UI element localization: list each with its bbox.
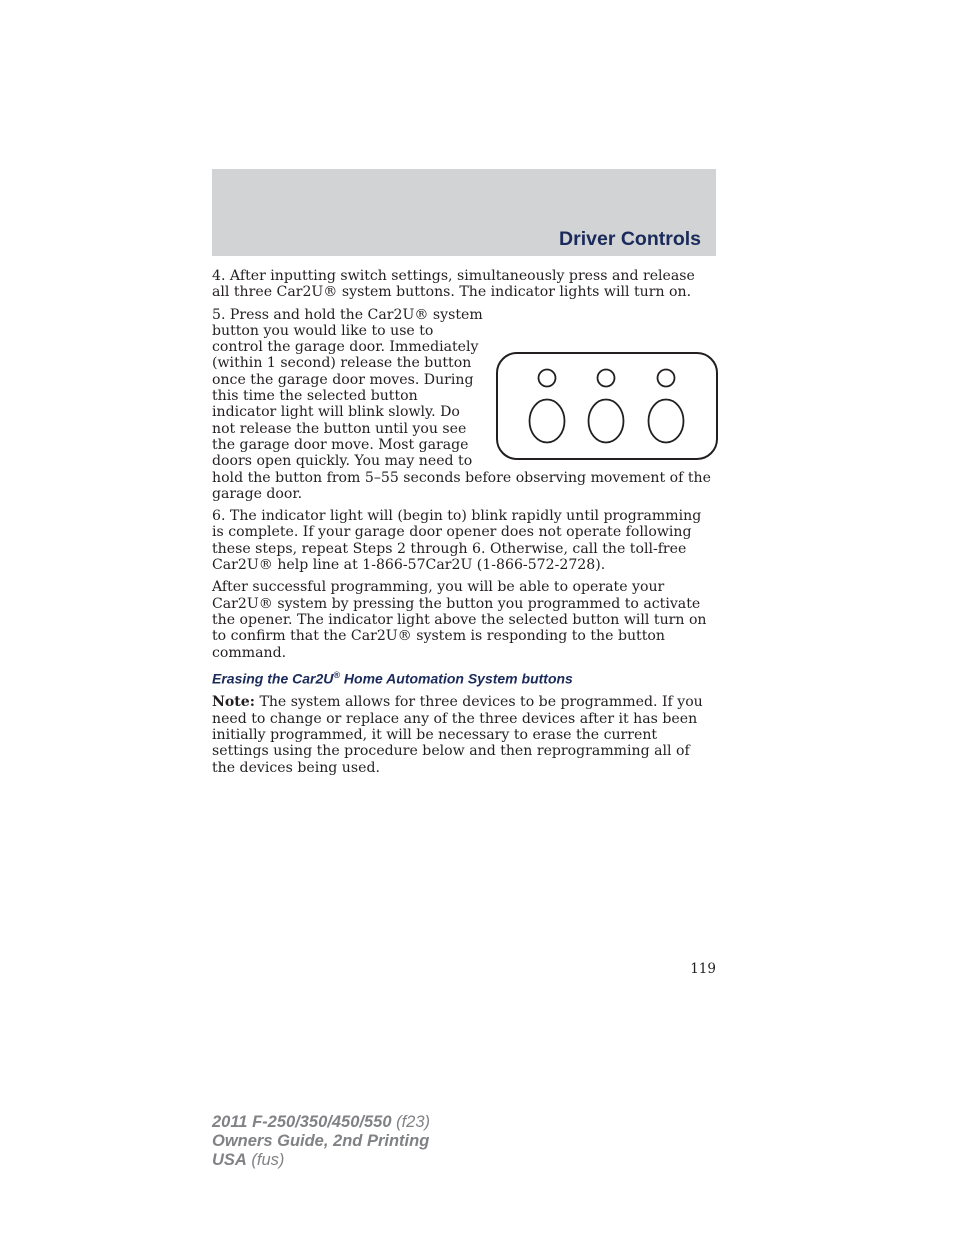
indicator-light-1-icon — [539, 369, 556, 386]
indicator-light-2-icon — [598, 369, 615, 386]
step-6-paragraph: 6. The indicator light will (begin to) blink rapidly until programming is complete. If your garage door opener does not operate following these steps, repeat Steps 2 through 6. Otherwise, call the toll-free Car2U® help line at 1-866-57Car2U (1-866-572-2728). — [212, 508, 702, 574]
note-text: The system allows for three devices to be programmed. If you need to change or replace any of the three devices after it has been initially programmed, it will be necessary to erase the current settings using the procedure below and then reprogramming all of the devices being used. — [212, 694, 703, 776]
system-button-2-icon — [589, 399, 624, 442]
section-title: Driver Controls — [559, 228, 701, 250]
system-button-1-icon — [530, 399, 565, 442]
subhead-suffix: Home Automation System buttons — [340, 670, 573, 687]
step-5-paragraph: 5. Press and hold the Car2U® system button you would like to use to control the garage door. Immediately (within 1 second) release the button once the garage door moves. During this time the selected button indicator light will blink slowly. Do not release the button until you see the garage door move. Most garage doors open quickly. You may need to hold the button from 5–55 seconds before observing movement of the garage door. — [212, 306, 711, 502]
subhead-registered-mark: ® — [333, 669, 341, 680]
footer-imprint — [212, 1113, 430, 1170]
after-programming-paragraph: After successful programming, you will be able to operate your Car2U® system by pressing the button you programmed to activate the opener. The indicator light above the selected button will turn on to confirm that the Car2U® system is responding to the button command. — [212, 579, 707, 661]
footer-line-2: Owners Guide, 2nd Printing — [212, 1132, 430, 1150]
footer-market-code: (fus) — [246, 1151, 285, 1169]
footer-line-3 — [212, 1151, 430, 1170]
footer-model: 2011 F-250/350/450/550 — [212, 1113, 392, 1131]
header-band — [212, 169, 716, 256]
note-label: Note: — [212, 694, 255, 711]
footer-line-1 — [212, 1113, 430, 1132]
footer-model-code: (f23) — [391, 1113, 431, 1131]
note-paragraph — [212, 694, 716, 775]
erasing-subheading — [212, 667, 716, 687]
footer-market: USA — [212, 1151, 247, 1169]
indicator-light-3-icon — [658, 369, 675, 386]
page-number: 119 — [690, 961, 716, 977]
step-4-paragraph: 4. After inputting switch settings, simultaneously press and release all three Car2U® system buttons. The indicator lights will turn on. — [212, 268, 695, 301]
car2u-button-panel-diagram — [495, 351, 719, 463]
page-content — [212, 268, 716, 782]
subhead-prefix: Erasing the Car2U — [212, 670, 334, 687]
system-button-3-icon — [649, 399, 684, 442]
